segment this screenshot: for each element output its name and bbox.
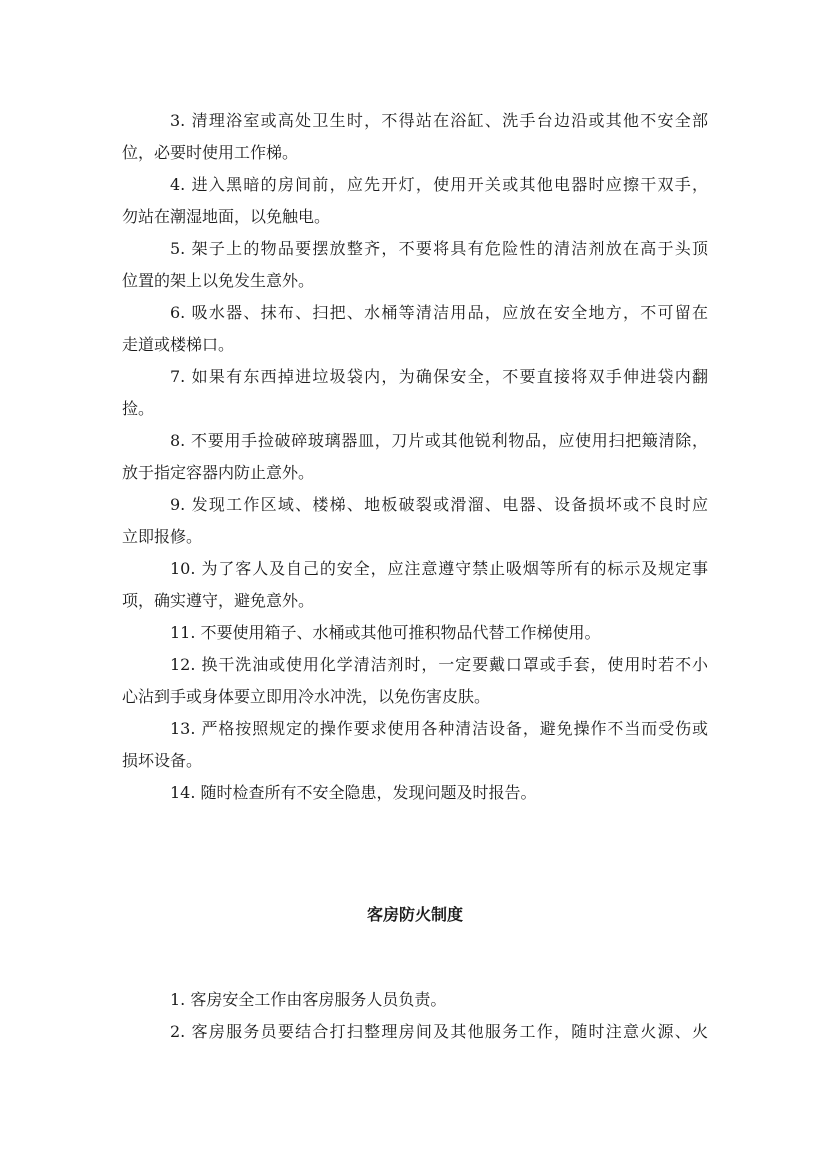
list-item bbox=[122, 233, 708, 297]
list-item-continuation-line: 立即报修。 bbox=[122, 527, 203, 546]
list-item bbox=[122, 169, 708, 233]
list-item-continuation-line: 捡。 bbox=[122, 399, 155, 418]
list-item bbox=[122, 425, 708, 489]
list-item-first-line: 12. 换干洗油或使用化学清洁剂时，一定要戴口罩或手套，使用时若不小 bbox=[170, 655, 708, 674]
list-item bbox=[122, 105, 708, 169]
list-item-first-line: 11. 不要使用箱子、水桶或其他可推积物品代替工作梯使用。 bbox=[170, 623, 601, 642]
list-item bbox=[122, 489, 708, 553]
list-item-first-line: 10. 为了客人及自己的安全，应注意遵守禁止吸烟等所有的标示及规定事 bbox=[170, 559, 708, 578]
list-item bbox=[122, 617, 708, 649]
list-item-first-line: 9. 发现工作区域、楼梯、地板破裂或滑溜、电器、设备损坏或不良时应 bbox=[170, 495, 708, 514]
safety-rules-list bbox=[122, 105, 708, 809]
list-item bbox=[122, 297, 708, 361]
list-item bbox=[122, 777, 708, 809]
list-item-first-line: 14. 随时检查所有不安全隐患，发现问题及时报告。 bbox=[170, 783, 537, 802]
list-item-first-line: 8. 不要用手捡破碎玻璃器皿，刀片或其他锐利物品，应使用扫把簸清除， bbox=[170, 431, 708, 450]
list-item-first-line: 4. 进入黑暗的房间前，应先开灯，使用开关或其他电器时应擦干双手， bbox=[170, 175, 708, 194]
list-item-continuation-line: 位置的架上以免发生意外。 bbox=[122, 271, 315, 290]
list-item-first-line: 5. 架子上的物品要摆放整齐，不要将具有危险性的清洁剂放在高于头顶 bbox=[170, 239, 708, 258]
list-item-first-line: 3. 清理浴室或高处卫生时，不得站在浴缸、洗手台边沿或其他不安全部 bbox=[170, 111, 708, 130]
list-item-first-line: 1. 客房安全工作由客房服务人员负责。 bbox=[170, 990, 447, 1009]
list-item-first-line: 6. 吸水器、抹布、扫把、水桶等清洁用品，应放在安全地方，不可留在 bbox=[170, 303, 708, 322]
fire-rules-list bbox=[122, 984, 708, 1048]
section-title: 客房防火制度 bbox=[366, 905, 463, 924]
list-item bbox=[122, 361, 708, 425]
list-item-continuation-line: 勿站在潮湿地面，以免触电。 bbox=[122, 207, 331, 226]
list-item-first-line: 7. 如果有东西掉进垃圾袋内，为确保安全，不要直接将双手伸进袋内翻 bbox=[170, 367, 708, 386]
list-item-first-line: 13. 严格按照规定的操作要求使用各种清洁设备，避免操作不当而受伤或 bbox=[170, 719, 708, 738]
list-item bbox=[122, 553, 708, 617]
list-item-continuation-line: 项，确实遵守，避免意外。 bbox=[122, 591, 315, 610]
list-item bbox=[122, 1016, 708, 1048]
list-item-continuation-line: 放于指定容器内防止意外。 bbox=[122, 463, 315, 482]
list-item-continuation-line: 位，必要时使用工作梯。 bbox=[122, 143, 299, 162]
list-item-continuation-line: 走道或楼梯口。 bbox=[122, 335, 235, 354]
list-item bbox=[122, 713, 708, 777]
list-item-continuation-line: 心沾到手或身体要立即用冷水冲洗，以免伤害皮肤。 bbox=[122, 687, 491, 706]
list-item-continuation-line: 损坏设备。 bbox=[122, 751, 203, 770]
list-item bbox=[122, 984, 708, 1016]
list-item-first-line: 2. 客房服务员要结合打扫整理房间及其他服务工作，随时注意火源、火 bbox=[170, 1022, 708, 1041]
list-item bbox=[122, 649, 708, 713]
